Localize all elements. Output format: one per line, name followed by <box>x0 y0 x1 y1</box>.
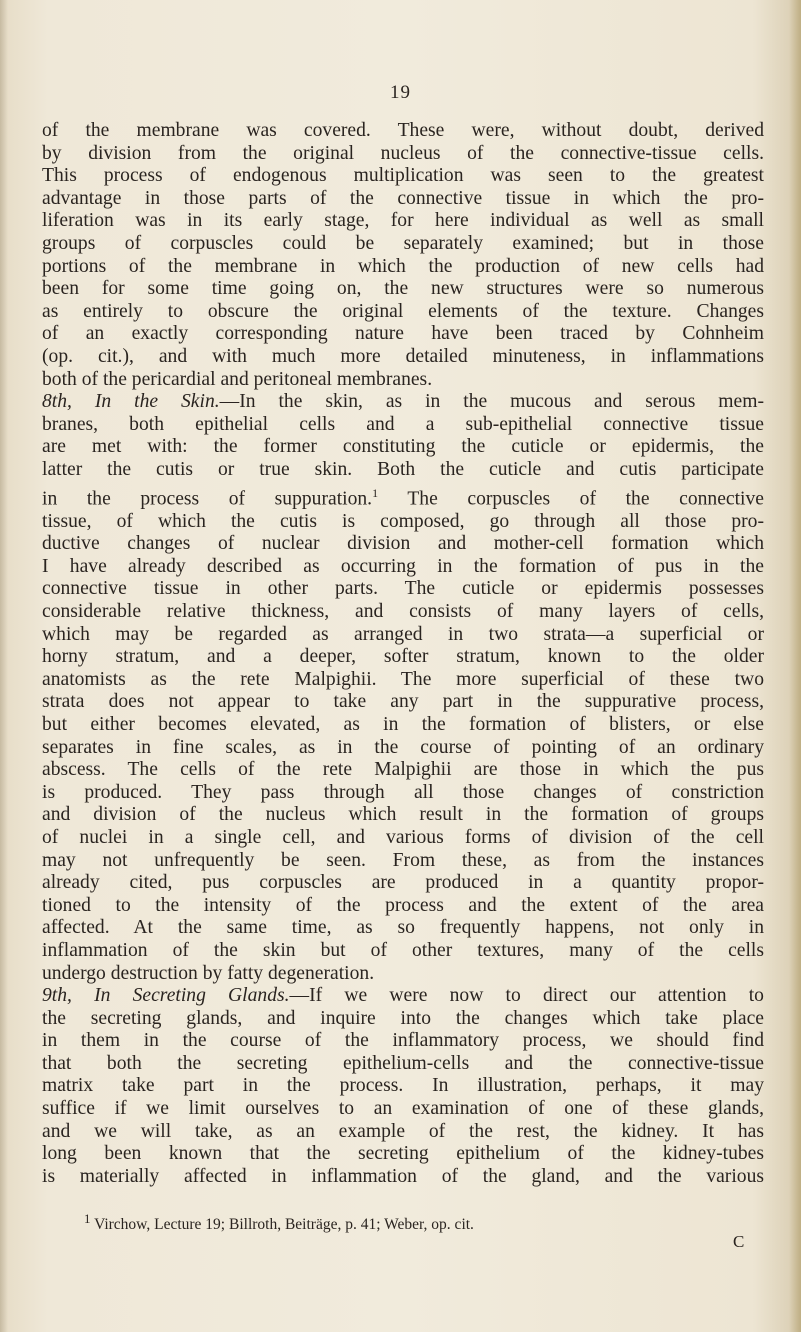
text-line: both of the pericardial and peritoneal membranes. <box>42 368 433 390</box>
footnote-text: Virchow, Lecture 19; Billroth, Beiträge, p. 41; Weber, op. cit. <box>94 1216 474 1234</box>
text-line: (op. cit.), and with much more detailed minuteness, in inflammations <box>42 345 764 367</box>
text-line: portions of the membrane in which the production of new cells had <box>42 255 764 277</box>
section-text: —In the skin, as in the mucous and serous mem- <box>219 391 764 413</box>
text-line: and division of the nucleus which result in the formation of groups <box>42 804 764 826</box>
section-heading: In the Skin. <box>94 391 220 413</box>
text-line <box>42 391 764 414</box>
text-line <box>42 985 764 1008</box>
text-line: as entirely to obscure the original elements of the texture. Changes <box>42 300 764 322</box>
text-line: separates in fine scales, as in the course of pointing of an ordinary <box>42 736 764 758</box>
section-heading: In Secreting Glands. <box>94 985 290 1007</box>
text-line: inflammation of the skin but of other textures, many of the cells <box>42 939 764 961</box>
text-line: is materially affected in inflammation of the gland, and the various <box>42 1165 764 1187</box>
text-line: but either becomes elevated, as in the formation of blisters, or else <box>42 713 764 735</box>
text-line: is produced. They pass through all those changes of constriction <box>42 781 764 803</box>
section-number: 9th, <box>42 985 72 1007</box>
text-line: in them in the course of the inflammatory process, we should find <box>42 1030 764 1052</box>
text-line: by division from the original nucleus of the connective-tissue cells. <box>42 142 764 164</box>
text-line: abscess. The cells of the rete Malpighii are those in which the pus <box>42 759 764 781</box>
text-line: already cited, pus corpuscles are produced in a quantity propor- <box>42 872 764 894</box>
footnote-mark: 1 <box>84 1211 91 1226</box>
text-fragment: The corpuscles of the connective <box>378 488 764 510</box>
text-line: of nuclei in a single cell, and various forms of division of the cell <box>42 826 764 848</box>
text-line: strata does not appear to take any part in the suppurative process, <box>42 691 764 713</box>
section-number: 8th, <box>42 391 72 413</box>
text-line: and we will take, as an example of the rest, the kidney. It has <box>42 1120 764 1142</box>
body-text <box>42 120 764 1188</box>
page-number: 19 <box>390 82 411 103</box>
text-line: that both the secreting epithelium-cells and the connective-tissue <box>42 1052 764 1074</box>
text-line: are met with: the former constituting the cuticle or epidermis, the <box>42 436 764 458</box>
footnote-reference: 1 <box>372 485 379 500</box>
text-line: horny stratum, and a deeper, softer stratum, known to the older <box>42 646 764 668</box>
signature-mark: C <box>733 1232 745 1251</box>
text-line: which may be regarded as arranged in two strata—a superficial or <box>42 623 764 645</box>
text-line: latter the cutis or true skin. Both the cuticle and cutis participate <box>42 458 764 480</box>
text-line: I have already described as occurring in the formation of pus in the <box>42 555 764 577</box>
text-line: matrix take part in the process. In illustration, perhaps, it may <box>42 1075 764 1097</box>
text-line: connective tissue in other parts. The cuticle or epidermis possesses <box>42 578 764 600</box>
text-line: tioned to the intensity of the process and the extent of the area <box>42 894 764 916</box>
text-line: tissue, of which the cutis is composed, go through all those pro- <box>42 510 764 532</box>
text-line: of an exactly corresponding nature have been traced by Cohnheim <box>42 323 764 345</box>
text-line: This process of endogenous multiplication was seen to the greatest <box>42 165 764 187</box>
page-gutter-shadow <box>0 0 8 1332</box>
section-text: —If we were now to direct our attention to <box>289 985 764 1007</box>
text-line: the secreting glands, and inquire into the changes which take place <box>42 1007 764 1029</box>
text-line: of the membrane was covered. These were, without doubt, derived <box>42 120 764 141</box>
text-line: considerable relative thickness, and consists of many layers of cells, <box>42 601 764 622</box>
text-line <box>42 482 764 511</box>
text-line: undergo destruction by fatty degeneration. <box>42 962 375 984</box>
text-line: suffice if we limit ourselves to an examination of one of these glands, <box>42 1098 764 1120</box>
text-line: liferation was in its early stage, for here individual as well as small <box>42 210 764 232</box>
page-edge-shadow <box>789 0 801 1332</box>
text-line: long been known that the secreting epithelium of the kidney-tubes <box>42 1143 764 1165</box>
text-line: anatomists as the rete Malpighii. The more superficial of these two <box>42 668 764 690</box>
text-line: groups of corpuscles could be separately examined; but in those <box>42 232 764 254</box>
text-line: may not unfrequently be seen. From these, as from the instances <box>42 849 764 871</box>
footnote <box>84 1209 764 1235</box>
text-line: ductive changes of nuclear division and mother-cell formation which <box>42 533 764 555</box>
text-line: branes, both epithelial cells and a sub-epithelial connective tissue <box>42 413 764 435</box>
text-line: affected. At the same time, as so frequently happens, not only in <box>42 917 764 939</box>
text-line: been for some time going on, the new structures were so numerous <box>42 278 764 300</box>
text-line: advantage in those parts of the connective tissue in which the pro- <box>42 187 764 209</box>
text-fragment: in the process of suppuration. <box>42 488 373 510</box>
